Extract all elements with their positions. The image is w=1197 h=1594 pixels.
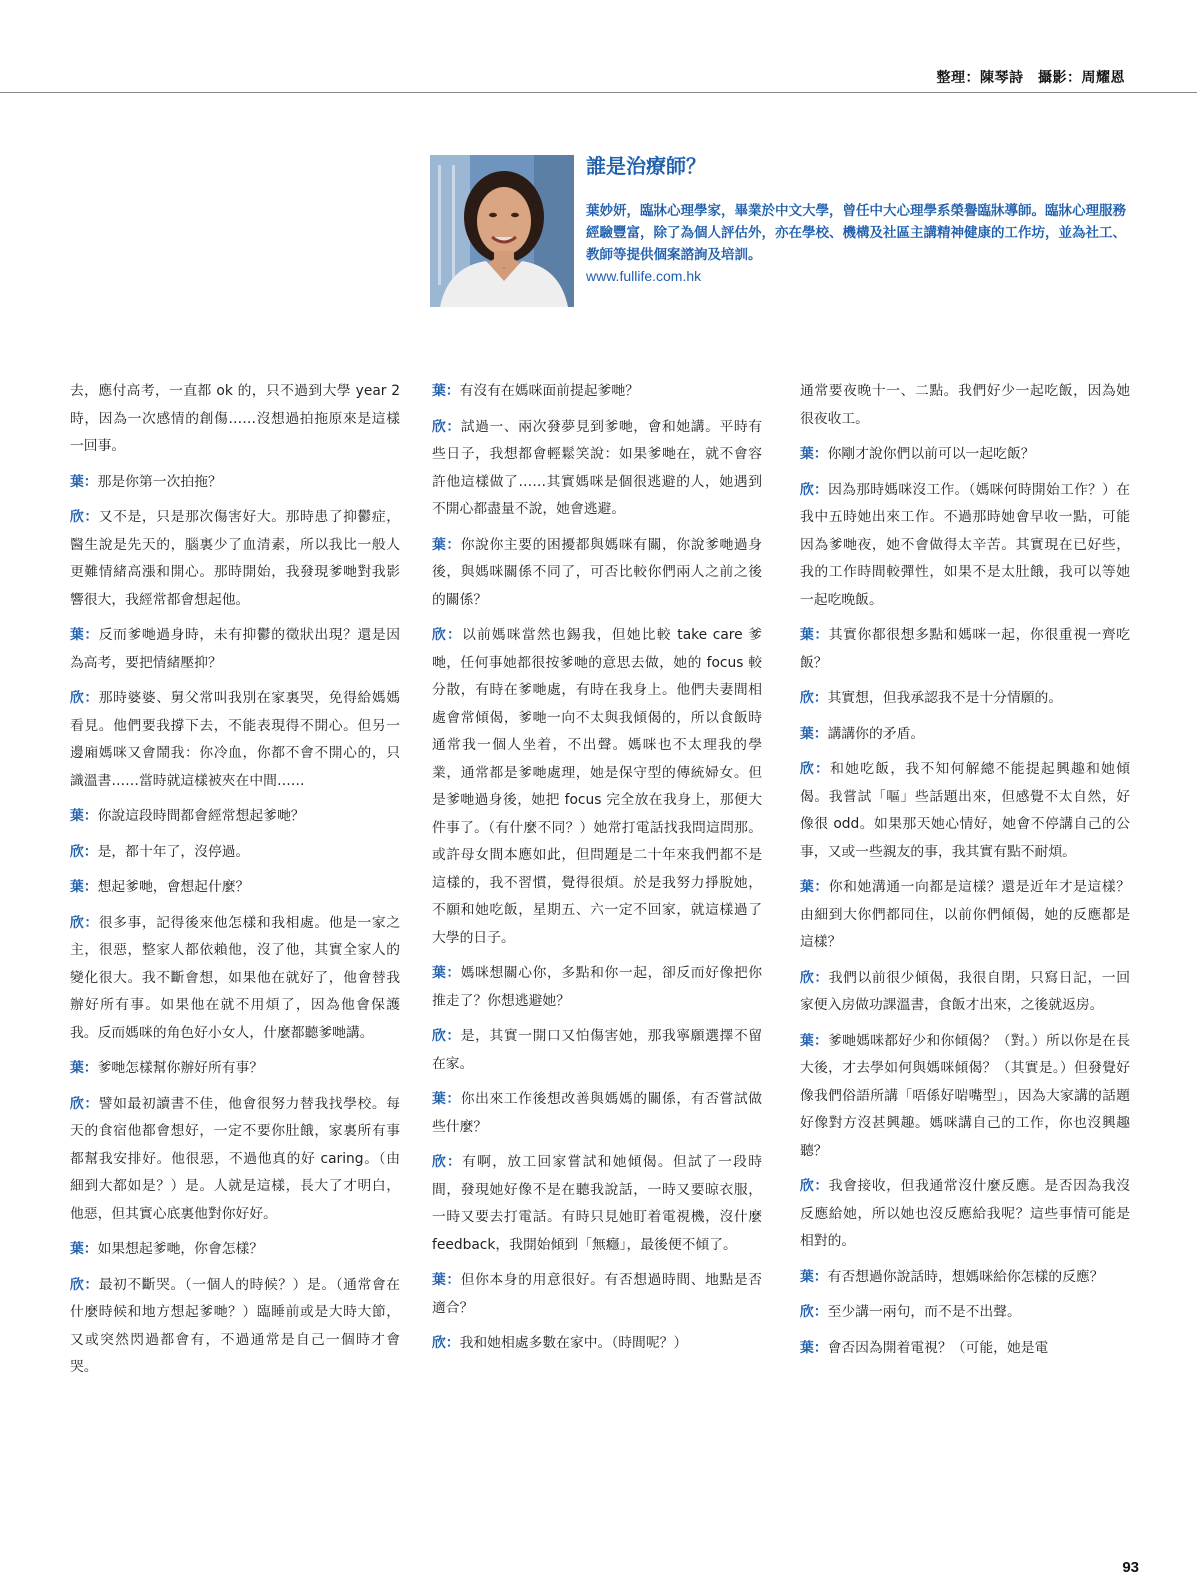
speaker-label: 葉： (70, 627, 99, 643)
paragraph-text: 媽咪想關心你，多點和你一起，卻反而好像把你推走了？你想逃避她？ (432, 965, 762, 1009)
paragraph-text: 講講你的矛盾。 (827, 725, 925, 742)
bio-title: 誰是治療師？ (586, 154, 706, 178)
paragraph (432, 1086, 762, 1141)
paragraph-text: 那時婆婆、舅父常叫我別在家裏哭，免得給媽媽看見。他們要我撐下去，不能表現得不開心。但另一邊廂媽咪又會鬧我：你冷血，你都不會不開心的，只識溫書……當時就這樣被夾在中間…… (70, 690, 400, 789)
speaker-label: 欣： (800, 1304, 828, 1320)
paragraph-text: 是，都十年了，沒停過。 (97, 843, 250, 860)
paragraph (800, 378, 1130, 433)
paragraph (800, 685, 1130, 713)
paragraph (70, 874, 400, 902)
paragraph (70, 1091, 400, 1229)
paragraph (432, 414, 762, 524)
paragraph (800, 622, 1130, 677)
paragraph-text: 試過一、兩次發夢見到爹哋，會和她講。平時有些日子，我想都會輕鬆笑說：如果爹哋在，就不會容許他這樣做了……其實媽咪是個很逃避的人，她遇到不開心都盡量不說，她會逃避。 (432, 418, 762, 517)
speaker-label: 欣： (800, 481, 829, 498)
paragraph (800, 874, 1130, 957)
paragraph (800, 441, 1130, 469)
speaker-label: 欣： (70, 843, 98, 860)
paragraph-text: 你說你主要的困擾都與媽咪有關，你說爹哋過身後，與媽咪關係不同了，可否比較你們兩人之前之後的關係？ (432, 536, 762, 608)
speaker-label: 葉： (432, 965, 461, 981)
paragraph-text: 如果想起爹哋，你會怎樣？ (97, 1241, 264, 1257)
speaker-label: 葉： (800, 1339, 828, 1356)
paragraph-text: 有否想過你說話時，想媽咪給你怎樣的反應？ (827, 1268, 1104, 1285)
paragraph-text: 和她吃飯，我不知何解總不能提起興趣和她傾偈。我嘗試「嘔」些話題出來，但感覺不太自然，好像很 odd。如果那天她心情好，她會不停講自己的公事，又或一些親友的事，我其實有點不耐煩。 (800, 761, 1130, 860)
paragraph-text: 最初不斷哭。（一個人的時候？）是。（通常會在什麼時候和地方想起爹哋？）臨睡前或是大時大節，又或突然閃過都會有，不過通常是自己一個時才會哭。 (70, 1276, 400, 1375)
speaker-label: 欣： (800, 1178, 829, 1194)
speaker-label: 葉： (800, 1268, 828, 1285)
bio-description: 葉妙妍，臨牀心理學家，畢業於中文大學，曾任中大心理學系榮譽臨牀導師。臨牀心理服務經驗豐富，除了為個人評估外，亦在學校、機構及社區主講精神健康的工作坊，並為社工、教師等提供個案諮詢及培訓。 (586, 203, 1126, 263)
paragraph (432, 960, 762, 1015)
paragraph (800, 756, 1130, 866)
paragraph (800, 1335, 1130, 1363)
speaker-label: 葉： (800, 627, 829, 643)
paragraph-text: 我和她相處多數在家中。（時間呢？） (459, 1335, 688, 1351)
speaker-label: 欣： (70, 1095, 99, 1112)
speaker-label: 欣： (70, 1276, 99, 1293)
page-number: 93 (1122, 1559, 1139, 1576)
paragraph (432, 378, 762, 406)
paragraph-text: 譬如最初讀書不佳，他會很努力替我找學校。每天的食宿他都會想好，一定不要你肚餓，家裏所有事都幫我安排好。他很惡，不過他真的好 caring。（由細到大都如是？）是。人就是這樣，長大了才明白，他惡，但其實心底裏他對你好好。 (70, 1095, 400, 1222)
paragraph-text: 通常要夜晚十一、二點。我們好少一起吃飯，因為她很夜收工。 (800, 383, 1130, 427)
speaker-label: 欣： (432, 1154, 463, 1170)
paragraph (432, 622, 762, 952)
paragraph-text: 你剛才說你們以前可以一起吃飯？ (827, 446, 1035, 462)
paragraph (800, 1173, 1130, 1256)
speaker-label: 欣： (70, 914, 99, 931)
paragraph-text: 以前媽咪當然也錫我，但她比較 take care 爹哋，任何事她都很按爹哋的意思去做，她的 focus 較分散，有時在爹哋處，有時在我身上。他們夫妻間相處會常傾偈，爹哋一向不太與我傾偈的，所以食飯時通常我一個人坐着，不出聲。媽咪也不太理我的學業，通常都是爹哋處理，她是保守型的傳統婦女。但是爹哋過身後，她把 focus 完全放在我身上，那便大件事了。（有什麼不同？）她常打電話找我問這問那。或許母女間本應如此，但問題是二十年來我們都不是這樣的，我不習慣，覺得很煩。於是我努力掙脫她，不願和她吃飯，星期五、六一定不回家，就這樣過了大學的日子。 (432, 627, 762, 946)
paragraph-text: 反而爹哋過身時，未有抑鬱的徵狀出現？還是因為高考，要把情緒壓抑？ (70, 627, 400, 671)
header-rule (0, 92, 1197, 93)
paragraph-text: 你和她溝通一向都是這樣？還是近年才是這樣？由細到大你們都同住，以前你們傾偈，她的反應都是這樣？ (800, 879, 1130, 950)
paragraph-text: 又不是，只是那次傷害好大。那時患了抑鬱症，醫生說是先天的，腦裏少了血清素，所以我比一般人更難情緒高漲和開心。那時開始，我發現爹哋對我影響很大，我經常都會想起他。 (70, 509, 400, 608)
paragraph-text: 其實想，但我承認我不是十分情願的。 (827, 690, 1063, 706)
speaker-label: 欣： (432, 1335, 460, 1351)
speaker-label: 葉： (800, 446, 828, 462)
article-column-1 (70, 378, 400, 1538)
paragraph (70, 839, 400, 867)
speaker-label: 欣： (432, 1028, 461, 1044)
paragraph-text: 但你本身的用意很好。有否想過時間、地點是否適合？ (432, 1272, 762, 1316)
paragraph-text: 爹哋怎樣幫你辦好所有事？ (97, 1060, 264, 1076)
credits-line: 整理：陳琴詩 攝影：周耀恩 (936, 70, 1125, 86)
paragraph (800, 1264, 1130, 1292)
paragraph (70, 469, 400, 497)
speaker-label: 葉： (432, 1272, 461, 1288)
paragraph (800, 965, 1130, 1020)
speaker-label: 葉： (432, 383, 460, 399)
speaker-label: 欣： (432, 627, 462, 643)
speaker-label: 葉： (432, 536, 461, 553)
speaker-label: 欣： (432, 418, 461, 435)
paragraph-text: 我會接收，但我通常沒什麼反應。是否因為我沒反應給她，所以她也沒反應給我呢？這些事情可能是相對的。 (800, 1178, 1130, 1249)
paragraph (800, 721, 1130, 749)
article-column-2 (432, 378, 762, 1538)
paragraph-text: 那是你第一次拍拖？ (97, 473, 222, 490)
speaker-label: 葉： (70, 473, 98, 490)
therapist-photo (430, 155, 574, 307)
speaker-label: 葉： (800, 1032, 829, 1049)
speaker-label: 欣： (800, 969, 829, 986)
speaker-label: 葉： (70, 1060, 98, 1076)
paragraph-text: 我們以前很少傾偈，我很自閉，只寫日記，一回家便入房做功課溫書，食飯才出來，之後就返房。 (800, 969, 1130, 1013)
speaker-label: 葉： (70, 879, 98, 895)
paragraph-text: 很多事，記得後來他怎樣和我相處。他是一家之主，很惡，整家人都依賴他，沒了他，其實全家人的變化很大。我不斷會想，如果他在就好了，他會替我辦好所有事。如果他在就不用煩了，因為他會保護我。反而媽咪的角色好小女人，什麼都聽爹哋講。 (70, 914, 400, 1041)
paragraph (432, 532, 762, 615)
paragraph (70, 803, 400, 831)
paragraph (800, 477, 1130, 615)
paragraph (70, 685, 400, 795)
paragraph (70, 1236, 400, 1264)
paragraph-text: 你說這段時間都會經常想起爹哋？ (97, 808, 305, 824)
paragraph (800, 1299, 1130, 1327)
paragraph (70, 378, 400, 461)
paragraph (432, 1149, 762, 1259)
speaker-label: 葉： (800, 725, 828, 742)
paragraph-text: 爹哋媽咪都好少和你傾偈？（對。）所以你是在長大後，才去學如何與媽咪傾偈？（其實是。）但發覺好像我們俗語所講「唔係好啱嘴型」，因為大家講的話題好像對方沒甚興趣。媽咪講自己的工作，你也沒興趣聽？ (800, 1032, 1130, 1159)
paragraph-text: 想起爹哋，會想起什麼？ (97, 879, 250, 895)
speaker-label: 欣： (800, 761, 831, 777)
speaker-label: 葉： (70, 808, 98, 824)
speaker-label: 葉： (432, 1091, 461, 1107)
speaker-label: 欣： (70, 509, 99, 525)
paragraph-text: 有啊，放工回家嘗試和她傾偈。但試了一段時間，發現她好像不是在聽我說話，一時又要晾衣服，一時又要去打電話。有時只見她盯着電視機，沒什麼 feedback，我開始傾到「無癮」，最後便不傾了。 (432, 1154, 762, 1253)
paragraph (70, 1055, 400, 1083)
paragraph-text: 其實你都很想多點和媽咪一起，你很重視一齊吃飯？ (800, 627, 1130, 671)
paragraph-text: 因為那時媽咪沒工作。（媽咪何時開始工作？）在我中五時她出來工作。不過那時她會早收一點，可能因為爹哋夜，她不會做得太辛苦。其實現在已好些，我的工作時間較彈性，如果不是太肚餓，我可以等她一起吃晚飯。 (800, 481, 1130, 608)
paragraph (70, 910, 400, 1048)
paragraph (432, 1023, 762, 1078)
paragraph (70, 504, 400, 614)
paragraph-text: 是，其實一開口又怕傷害她，那我寧願選擇不留在家。 (432, 1028, 762, 1072)
paragraph-text: 至少講一兩句，而不是不出聲。 (827, 1304, 1021, 1320)
paragraph (432, 1330, 762, 1358)
paragraph (432, 1267, 762, 1322)
speaker-label: 葉： (70, 1241, 98, 1257)
paragraph (70, 622, 400, 677)
paragraph-text: 有沒有在媽咪面前提起爹哋？ (459, 383, 639, 399)
paragraph-text: 去，應付高考，一直都 ok 的，只不過到大學 year 2 時，因為一次感情的創傷……沒想過拍拖原來是這樣一回事。 (70, 383, 400, 454)
article-column-3 (800, 378, 1130, 1538)
paragraph-text: 你出來工作後想改善與媽媽的關係，有否嘗試做些什麼？ (432, 1091, 762, 1135)
speaker-label: 欣： (800, 690, 828, 706)
paragraph (70, 1272, 400, 1382)
speaker-label: 葉： (800, 879, 829, 895)
speaker-label: 欣： (70, 690, 99, 706)
paragraph (800, 1028, 1130, 1166)
paragraph-text: 會否因為開着電視？（可能，她是電 (827, 1339, 1049, 1356)
bio-website-link[interactable]: www.fullife.com.hk (586, 268, 702, 284)
